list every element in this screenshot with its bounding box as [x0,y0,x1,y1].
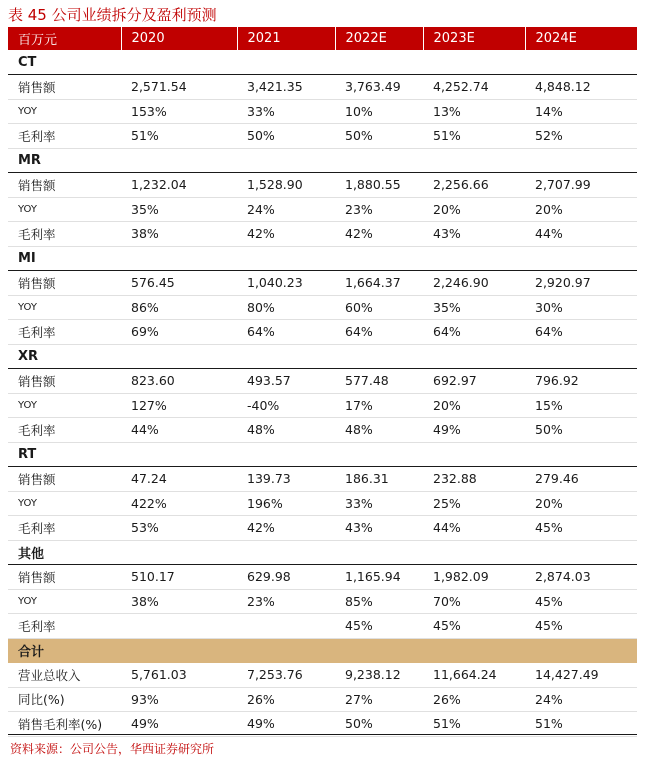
row-label: YOY [8,589,121,614]
table-row [8,320,637,345]
table-cell: 232.88 [423,467,525,492]
table-cell: 692.97 [423,369,525,394]
table-cell: 24% [525,687,637,712]
table-cell: 196% [237,491,335,516]
table-cell: -40% [237,393,335,418]
table-cell: 45% [423,614,525,639]
header-year: 2021 [237,27,335,50]
table-cell: 51% [121,124,237,149]
table-cell: 15% [525,393,637,418]
row-label: 销售额 [8,173,121,198]
row-label: 同比(%) [8,687,121,712]
segment-header-row [8,246,637,271]
table-cell: 577.48 [335,369,423,394]
row-label: 销售额 [8,565,121,590]
table-cell: 53% [121,516,237,541]
table-cell: 27% [335,687,423,712]
table-cell [237,614,335,639]
table-cell: 1,664.37 [335,271,423,296]
table-cell: 14,427.49 [525,663,637,688]
table-cell: 26% [237,687,335,712]
row-label: 毛利率 [8,222,121,247]
segment-header-row [8,344,637,369]
table-cell: 4,252.74 [423,75,525,100]
table-cell: 49% [121,712,237,737]
table-cell: 45% [525,516,637,541]
segment-header-row [8,442,637,467]
table-cell: 49% [237,712,335,737]
table-cell: 576.45 [121,271,237,296]
source-note: 资料来源：公司公告，华西证券研究所 [10,742,215,756]
table-cell: 20% [525,197,637,222]
table-cell: 43% [423,222,525,247]
table-row [8,565,637,590]
table-cell: 153% [121,99,237,124]
segment-name: CT [8,50,637,75]
table-cell: 51% [423,124,525,149]
table-cell: 64% [423,320,525,345]
table-cell: 85% [335,589,423,614]
table-cell: 1,982.09 [423,565,525,590]
table-cell: 33% [237,99,335,124]
segment-header-row [8,638,637,663]
table-cell: 4,848.12 [525,75,637,100]
table-row [8,589,637,614]
table-cell: 17% [335,393,423,418]
table-cell: 44% [121,418,237,443]
row-label: 销售额 [8,271,121,296]
row-label: 销售额 [8,369,121,394]
table-cell: 45% [525,614,637,639]
row-label: 毛利率 [8,418,121,443]
table-cell: 20% [525,491,637,516]
table-cell: 50% [237,124,335,149]
row-label: 毛利率 [8,320,121,345]
table-row [8,393,637,418]
table-cell: 64% [525,320,637,345]
table-cell: 48% [237,418,335,443]
table-cell: 35% [423,295,525,320]
table-cell: 186.31 [335,467,423,492]
table-row [8,491,637,516]
table-cell: 70% [423,589,525,614]
segment-name: XR [8,344,637,369]
table-cell: 64% [237,320,335,345]
table-cell: 42% [237,516,335,541]
header-year: 2022E [335,27,423,50]
table-cell: 86% [121,295,237,320]
table-cell: 1,232.04 [121,173,237,198]
table-row [8,99,637,124]
table-cell: 50% [335,712,423,737]
row-label: 毛利率 [8,614,121,639]
table-cell: 1,880.55 [335,173,423,198]
table-cell: 45% [335,614,423,639]
table-cell: 14% [525,99,637,124]
segment-header-row [8,540,637,565]
table-cell: 1,040.23 [237,271,335,296]
table-cell: 30% [525,295,637,320]
table-cell: 1,165.94 [335,565,423,590]
row-label: YOY [8,295,121,320]
table-row [8,663,637,688]
table-row [8,197,637,222]
table-cell: 11,664.24 [423,663,525,688]
row-label: 销售额 [8,467,121,492]
table-cell: 493.57 [237,369,335,394]
table-cell: 422% [121,491,237,516]
segment-name: RT [8,442,637,467]
table-row [8,295,637,320]
table-cell: 510.17 [121,565,237,590]
header-year: 2024E [525,27,637,50]
table-cell: 42% [335,222,423,247]
table-cell: 42% [237,222,335,247]
header-year: 2020 [121,27,237,50]
table-cell: 3,421.35 [237,75,335,100]
table-cell: 823.60 [121,369,237,394]
table-cell: 51% [525,712,637,737]
table-cell: 1,528.90 [237,173,335,198]
table-bottom-rule [8,734,637,735]
row-label: 营业总收入 [8,663,121,688]
table-cell: 2,246.90 [423,271,525,296]
table-cell: 38% [121,222,237,247]
table-cell: 629.98 [237,565,335,590]
table-cell: 80% [237,295,335,320]
table-cell: 3,763.49 [335,75,423,100]
table-row [8,418,637,443]
table-cell: 25% [423,491,525,516]
table-cell: 26% [423,687,525,712]
table-cell: 279.46 [525,467,637,492]
table-cell: 7,253.76 [237,663,335,688]
table-cell: 52% [525,124,637,149]
table-cell: 48% [335,418,423,443]
table-cell: 60% [335,295,423,320]
header-row [8,27,637,50]
table-row [8,271,637,296]
table-cell: 47.24 [121,467,237,492]
table-cell: 44% [423,516,525,541]
table-title: 表 45 公司业绩拆分及盈利预测 [8,6,217,24]
table-cell: 13% [423,99,525,124]
table-cell: 2,920.97 [525,271,637,296]
table-cell: 2,571.54 [121,75,237,100]
table-row [8,687,637,712]
table-cell: 64% [335,320,423,345]
table-row [8,75,637,100]
table-cell: 24% [237,197,335,222]
table-row [8,124,637,149]
row-label: YOY [8,393,121,418]
table-cell: 33% [335,491,423,516]
table-cell [121,614,237,639]
table-cell: 43% [335,516,423,541]
row-label: 毛利率 [8,124,121,149]
segment-name: MI [8,246,637,271]
row-label: YOY [8,99,121,124]
segment-name: MR [8,148,637,173]
table-row [8,516,637,541]
table-cell: 127% [121,393,237,418]
table-row [8,467,637,492]
table-cell: 9,238.12 [335,663,423,688]
table-row [8,369,637,394]
forecast-table [8,27,637,737]
table-cell: 44% [525,222,637,247]
row-label: 毛利率 [8,516,121,541]
table-cell: 20% [423,197,525,222]
table-row [8,222,637,247]
row-label: YOY [8,197,121,222]
table-cell: 69% [121,320,237,345]
table-cell: 2,874.03 [525,565,637,590]
table-cell: 139.73 [237,467,335,492]
segment-name: 合计 [8,638,637,663]
table-cell: 50% [525,418,637,443]
table-cell: 796.92 [525,369,637,394]
row-label: YOY [8,491,121,516]
table-cell: 20% [423,393,525,418]
table-cell: 45% [525,589,637,614]
segment-name: 其他 [8,540,637,565]
table-cell: 51% [423,712,525,737]
table-cell: 49% [423,418,525,443]
table-body [8,50,637,736]
table-cell: 93% [121,687,237,712]
segment-header-row [8,50,637,75]
table-cell: 50% [335,124,423,149]
table-cell: 2,707.99 [525,173,637,198]
table-cell: 5,761.03 [121,663,237,688]
table-row [8,712,637,737]
table-row [8,173,637,198]
table-row [8,614,637,639]
table-cell: 38% [121,589,237,614]
header-unit: 百万元 [18,33,58,48]
header-year: 2023E [423,27,525,50]
table-cell: 10% [335,99,423,124]
row-label: 销售毛利率(%) [8,712,121,737]
table-cell: 23% [335,197,423,222]
table-cell: 35% [121,197,237,222]
row-label: 销售额 [8,75,121,100]
table-cell: 23% [237,589,335,614]
segment-header-row [8,148,637,173]
table-cell: 2,256.66 [423,173,525,198]
